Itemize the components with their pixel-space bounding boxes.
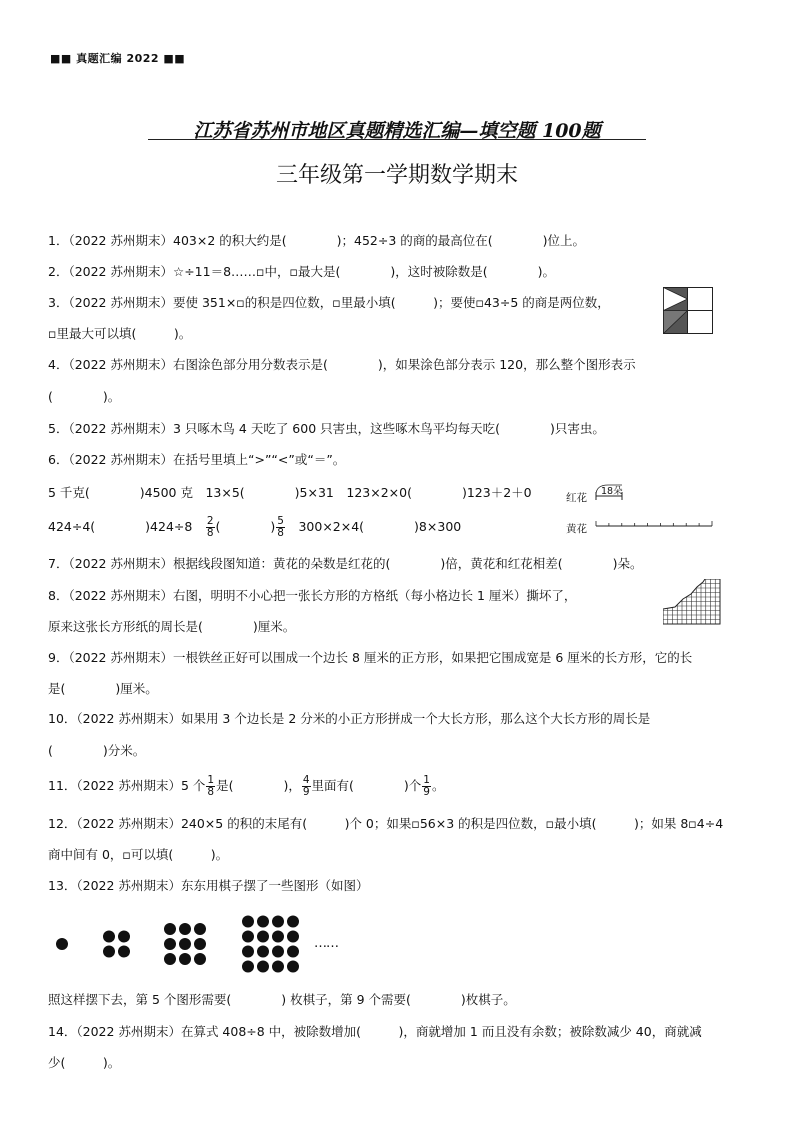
grid-lines [663,579,721,625]
cell-bottom-right [688,311,713,334]
pattern-2 [103,931,130,958]
question-6-row1: 5 千克( )4500 克 13×5( )5×31 123×2×0( )123＋2＋0 [48,485,532,500]
title-underline [148,139,646,140]
chess-piece [103,931,115,943]
pattern-continuation-dots: …… [314,936,338,951]
question-6: 6．（2022 苏州期末）在括号里填上“>”“<”或“＝”。 [48,452,346,467]
fraction-denominator: 8 [206,527,214,539]
chess-piece [257,931,269,943]
fraction-4-9 [302,775,311,798]
segment-diagram [594,482,716,530]
question-7: 7．（2022 苏州期末）根据线段图知道：黄花的朵数是红花的( )倍，黄花和红花相差( )朵。 [48,556,643,571]
page-subtitle: 三年级第一学期数学期末 [275,163,518,188]
question-3-line2: ▫里最大可以填( )。 [48,326,192,341]
red-brace [596,485,622,495]
chess-piece [179,953,191,965]
question-13: 13．（2022 苏州期末）东东用棋子摆了一些图形（如图） [48,878,369,893]
chess-piece [287,931,299,943]
chess-piece [242,961,254,973]
fraction-5-8 [276,516,285,539]
question-1: 1．（2022 苏州期末）403×2 的积大约是( )；452÷3 的商的最高位在( )位上。 [48,233,586,248]
fraction-1-9 [422,775,431,798]
q6-row2-part1: 424÷4( )424÷8 [48,519,205,534]
chess-piece [242,946,254,958]
chess-piece [103,946,115,958]
chess-piece [179,923,191,935]
question-12-line2: 商中间有 0，▫可以填( )。 [48,847,229,862]
q6-row2-part2: ( ) [215,519,276,534]
pattern-3 [164,923,206,965]
fraction-denominator: 9 [302,786,310,798]
question-14-line2: 少( )。 [48,1055,121,1070]
question-14-line1: 14．（2022 苏州期末）在算式 408÷8 中，被除数增加( )，商就增加 1 而且没有余数；被除数减少 40，商就减 [48,1024,702,1039]
pattern-1 [56,938,68,950]
question-3-line1: 3．（2022 苏州期末）要使 351×▫的积是四位数，▫里最小填( )；要使▫43÷5 的商是两位数， [48,295,610,310]
chess-piece [194,953,206,965]
chess-piece [257,961,269,973]
question-2: 2．（2022 苏州期末）☆÷11＝8……▫中，▫最大是( )，这时被除数是( )。 [48,264,555,279]
fraction-numerator: 1 [423,774,430,786]
chess-piece [164,938,176,950]
chess-piece [272,961,284,973]
yellow-ticks [596,521,712,526]
question-13-answer-line: 照这样摆下去，第 5 个图形需要( ) 枚棋子，第 9 个需要( )枚棋子。 [48,992,516,1007]
question-10-line1: 10．（2022 苏州期末）如果用 3 个边长是 2 分米的小正方形拼成一个大长方形，那么这个大长方形的周长是 [48,711,651,726]
chess-piece [287,916,299,928]
question-9-line1: 9．（2022 苏州期末）一根铁丝正好可以围成一个边长 8 厘米的正方形，如果把它围成宽是 6 厘米的长方形，它的长 [48,650,693,665]
chess-piece [164,923,176,935]
q11-part4: 。 [431,778,445,793]
cell-top-right [688,288,713,311]
fraction-denominator: 8 [207,786,215,798]
chess-piece [257,916,269,928]
question-8-line2: 原来这张长方形纸的周长是( )厘米。 [48,619,296,634]
fraction-denominator: 8 [277,527,284,539]
segment-red-label: 红花 [566,492,587,504]
q6-row2-part3: 300×2×4( )8×300 [285,519,462,534]
fraction-numerator: 4 [302,774,310,786]
fraction-numerator: 1 [207,774,215,786]
chess-piece [242,931,254,943]
chess-piece [272,931,284,943]
page-title: 江苏省苏州市地区真题精选汇编—填空题 100题 [193,120,601,142]
fraction-2-8 [206,516,215,539]
question-4-line1: 4．（2022 苏州期末）右图涂色部分用分数表示是( )，如果涂色部分表示 120，那么整个图形表示 [48,357,636,372]
chess-piece [118,931,130,943]
shaded-square-figure [663,287,713,334]
chess-piece [56,938,68,950]
chess-piece [287,946,299,958]
question-6-row2 [48,516,461,539]
question-5: 5．（2022 苏州期末）3 只啄木鸟 4 天吃了 600 只害虫，这些啄木鸟平均每天吃( )只害虫。 [48,421,605,436]
question-10-line2: ( )分米。 [48,743,146,758]
question-12-line1: 12．（2022 苏州期末）240×5 的积的末尾有( )个 0；如果▫56×3 的积是四位数，▫最小填( )；如果 8▫4÷4 [48,816,724,831]
fraction-numerator: 5 [277,515,284,527]
chess-piece [179,938,191,950]
question-11 [48,775,444,798]
chess-piece [242,916,254,928]
torn-grid-paper-figure [663,579,721,625]
question-9-line2: 是( )厘米。 [48,681,158,696]
question-8-line1: 8．（2022 苏州期末）右图，明明不小心把一张长方形的方格纸（每小格边长 1 厘米）撕坏了， [48,588,577,603]
pattern-4 [242,916,299,973]
page-header: ■■ 真题汇编 2022 ■■ [50,52,186,65]
chess-piece-patterns [50,908,350,980]
chess-piece [272,946,284,958]
chess-piece [118,946,130,958]
fraction-numerator: 2 [206,515,214,527]
chess-piece [272,916,284,928]
q11-part1: 11．（2022 苏州期末）5 个 [48,778,206,793]
chess-piece [194,923,206,935]
chess-piece [194,938,206,950]
fraction-1-8 [206,775,215,798]
question-4-line2: ( )。 [48,389,121,404]
q11-part2: 是( )， [216,778,301,793]
segment-red-count: 18朵 [601,486,623,497]
chess-piece [287,961,299,973]
fraction-denominator: 9 [423,786,430,798]
chess-piece [164,953,176,965]
chess-piece [257,946,269,958]
segment-yellow-label: 黄花 [566,523,587,535]
q11-part3: 里面有( )个 [311,778,422,793]
